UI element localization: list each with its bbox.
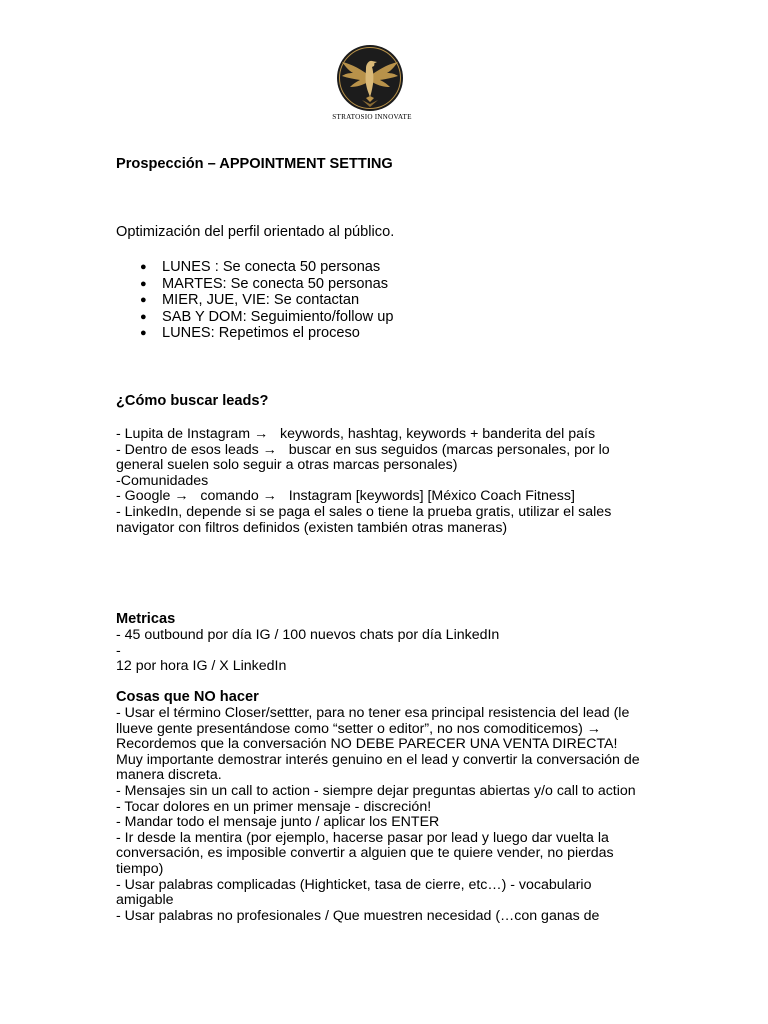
text-line: llueve gente presentándose como “setter o editor”, no nos comoditicemos) → [116,720,601,737]
bullet-icon: ● [140,277,147,290]
logo-caption: STRATOSIO INNOVATE [332,113,412,121]
text-line: Recordemos que la conversación NO DEBE PARECER UNA VENTA DIRECTA! [116,736,618,753]
list-item: ● SAB Y DOM: Seguimiento/follow up [140,308,394,325]
list-item: ● LUNES: Repetimos el proceso [140,325,360,342]
leads-heading: ¿Cómo buscar leads? [116,393,269,409]
text-line: amigable [116,892,174,909]
profile-intro: Optimización del perfil orientado al público. [116,224,395,240]
text-line: navigator con filtros definidos (existen también otras maneras) [116,519,508,536]
metrics-heading: Metricas [116,611,176,627]
text-line: - Lupita de Instagram → keywords, hashtag, keywords + banderita del país [116,426,596,442]
text-line: manera discreta. [116,767,222,784]
text-line: general suelen solo seguir a otras marcas personales) [116,457,458,474]
text-line: - Google → comando → Instagram [keywords] [México Coach Fitness] [116,488,575,505]
bullet-icon: ● [140,294,147,307]
leads-section [116,427,656,536]
text-line: -Comunidades [116,472,209,489]
list-item: ● LUNES : Se conecta 50 personas [140,259,381,275]
page-title: Prospección – APPOINTMENT SETTING [116,156,393,172]
text-line: - Mensajes sin un call to action - siempre dejar preguntas abiertas y/o call to action [116,782,636,799]
text-line: - LinkedIn, depende si se paga el sales o tiene la prueba gratis, utilizar el sales [116,503,612,520]
donts-heading: Cosas que NO hacer [116,689,259,705]
donts-section [116,706,656,924]
text-line: - Ir desde la mentira (por ejemplo, hacerse pasar por lead y luego dar vuelta la [116,829,609,846]
metrics-section [116,628,656,675]
schedule-list-container [116,259,656,342]
text-line: - Mandar todo el mensaje junto / aplicar los ENTER [116,814,440,831]
bullet-icon: ● [140,261,147,273]
text-line: - [116,642,121,659]
text-line: conversación, es imposible convertir a alguien que te quiere vender, no pierdas [116,845,614,862]
text-line: - Usar el término Closer/settter, para no tener esa principal resistencia del lead (le [116,705,630,721]
bullet-icon: ● [140,310,147,323]
text-line: tiempo) [116,860,164,877]
list-item: ● MIER, JUE, VIE: Se contactan [140,292,360,309]
text-line: - Dentro de esos leads → buscar en sus seguidos (marcas personales, por lo [116,441,610,458]
text-line: - Usar palabras complicadas (Highticket, tasa de cierre, etc…) - vocabulario [116,876,592,893]
text-line: Muy importante demostrar interés genuino en el lead y convertir la conversación de [116,751,640,768]
text-line: 12 por hora IG / X LinkedIn [116,658,287,675]
bullet-icon: ● [140,327,147,340]
schedule-list [116,259,656,342]
text-line: - Usar palabras no profesionales / Que muestren necesidad (…con ganas de [116,907,600,924]
text-line: - Tocar dolores en un primer mensaje - discreción! [116,798,432,815]
list-item: ● MARTES: Se conecta 50 personas [140,275,389,292]
text-line: - 45 outbound por día IG / 100 nuevos chats por día LinkedIn [116,627,500,643]
